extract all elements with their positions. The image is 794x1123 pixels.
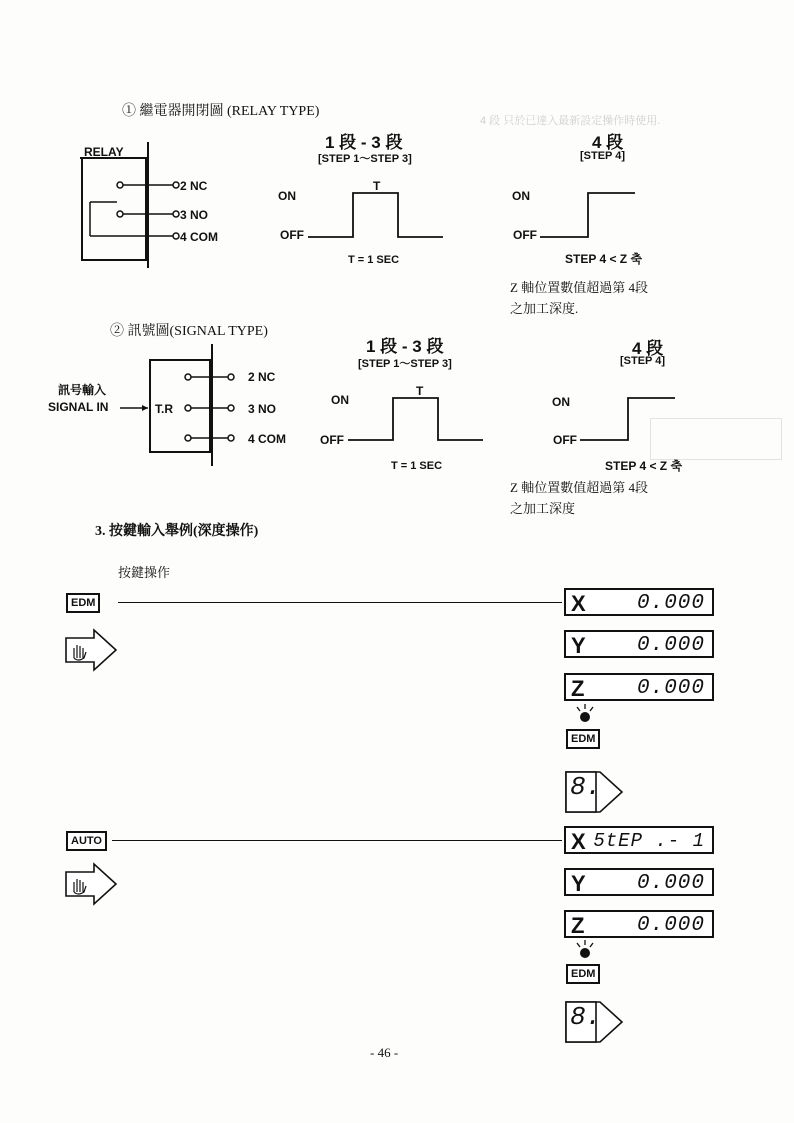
edm-indicator: EDM [566, 729, 600, 749]
display-z-value: 0.000 [636, 914, 705, 937]
signal-steps13-title: 1 段 - 3 段 [366, 337, 444, 356]
signal-step4-sub: [STEP 4] [620, 355, 666, 367]
signal-steps13-off: OFF [320, 433, 344, 447]
auto-key-button[interactable]: AUTO [66, 831, 107, 851]
display-z-axis: Z [571, 676, 585, 701]
display-z-value: 0.000 [636, 677, 705, 700]
relay-step4-sub: [STEP 4] [580, 150, 626, 162]
display-x-axis: X [571, 829, 586, 854]
relay-pulse-label: T [373, 179, 381, 193]
relay-terminal-nc: 2 NC [180, 179, 208, 193]
relay-schematic [70, 140, 270, 280]
relay-step4-cond: STEP 4 < Z 축 [565, 252, 643, 266]
display-y-axis: Y [571, 633, 586, 658]
edm-key-button[interactable]: EDM [66, 593, 100, 613]
section3-subtitle: 按鍵操作 [118, 565, 171, 580]
relay-steps13-on: ON [278, 189, 296, 203]
display-y [564, 630, 714, 658]
signal-box-label: T.R [155, 402, 173, 416]
display-x-value: 0.000 [636, 592, 705, 615]
segment-digit: 8. [570, 1002, 602, 1032]
segment-digit: 8. [570, 772, 602, 802]
page-number: - 46 - [370, 1045, 399, 1060]
signal-steps13-sub: [STEP 1～STEP 3] [358, 358, 452, 370]
example1-connector [118, 602, 562, 603]
signal-steps13-on: ON [331, 393, 349, 407]
signal-in-label-cn: 訊号輸入 [58, 383, 107, 397]
signal-in-label-en: SIGNAL IN [48, 400, 109, 414]
signal-pulse-label: T [416, 384, 424, 398]
relay-steps13-off: OFF [280, 228, 304, 242]
led-indicator-icon [575, 940, 595, 960]
relay-steps13-sub: [STEP 1～STEP 3] [318, 153, 412, 165]
signal-step4-title: 4 段 [632, 339, 664, 358]
display-x-axis: X [571, 591, 586, 616]
display-z-axis: Z [571, 913, 585, 938]
signal-z-note-1: Z 軸位置數值超過第 4段 [510, 480, 648, 495]
signal-step4-cond: STEP 4 < Z 축 [605, 459, 683, 473]
relay-z-note-1: Z 軸位置數值超過第 4段 [510, 280, 648, 295]
display-y-value: 0.000 [636, 872, 705, 895]
signal-terminal-no: 3 NO [248, 402, 277, 416]
display-z [564, 673, 714, 701]
relay-box-label: RELAY [84, 145, 124, 159]
edm-indicator: EDM [566, 964, 600, 984]
signal-z-note-2: 之加工深度 [510, 501, 576, 516]
signal-step4-off: OFF [553, 433, 577, 447]
display-x-value: 5tEP .- 1 [593, 830, 705, 852]
signal-heading: ② 訊號圖(SIGNAL TYPE) [110, 324, 268, 339]
relay-pulse-note: T = 1 SEC [348, 254, 400, 266]
signal-pulse-note: T = 1 SEC [391, 460, 443, 472]
press-arrow-icon [64, 862, 120, 906]
relay-steps13-title: 1 段 - 3 段 [325, 133, 403, 152]
display-y-value: 0.000 [636, 634, 705, 657]
relay-heading: ① 繼電器開閉圖 (RELAY TYPE) [122, 104, 320, 119]
signal-terminal-com: 4 COM [248, 432, 287, 446]
led-indicator-icon [575, 704, 595, 724]
section3-title: 3. 按鍵輸入舉例(深度操作) [95, 524, 259, 539]
bleed-text: 4 段 只於已達入最新設定操作時使用. [480, 115, 661, 127]
relay-step4-title: 4 段 [592, 133, 624, 152]
relay-z-note-2: 之加工深度. [510, 301, 579, 316]
display-z [564, 910, 714, 938]
signal-terminal-nc: 2 NC [248, 370, 276, 384]
relay-terminal-com: 4 COM [180, 230, 219, 244]
relay-diagram [70, 140, 270, 285]
display-x-step [564, 826, 714, 854]
signal-pulse-waveform [348, 392, 488, 450]
relay-pulse-waveform [308, 185, 448, 245]
relay-step4-off: OFF [513, 228, 537, 242]
display-y [564, 868, 714, 896]
display-x [564, 588, 714, 616]
signal-step4-on: ON [552, 395, 570, 409]
relay-step4-waveform [540, 185, 640, 245]
example2-connector [112, 840, 562, 841]
display-y-axis: Y [571, 871, 586, 896]
relay-terminal-no: 3 NO [180, 208, 209, 222]
press-arrow-icon [64, 628, 120, 672]
relay-step4-on: ON [512, 189, 530, 203]
signal-step4-waveform [580, 392, 680, 450]
